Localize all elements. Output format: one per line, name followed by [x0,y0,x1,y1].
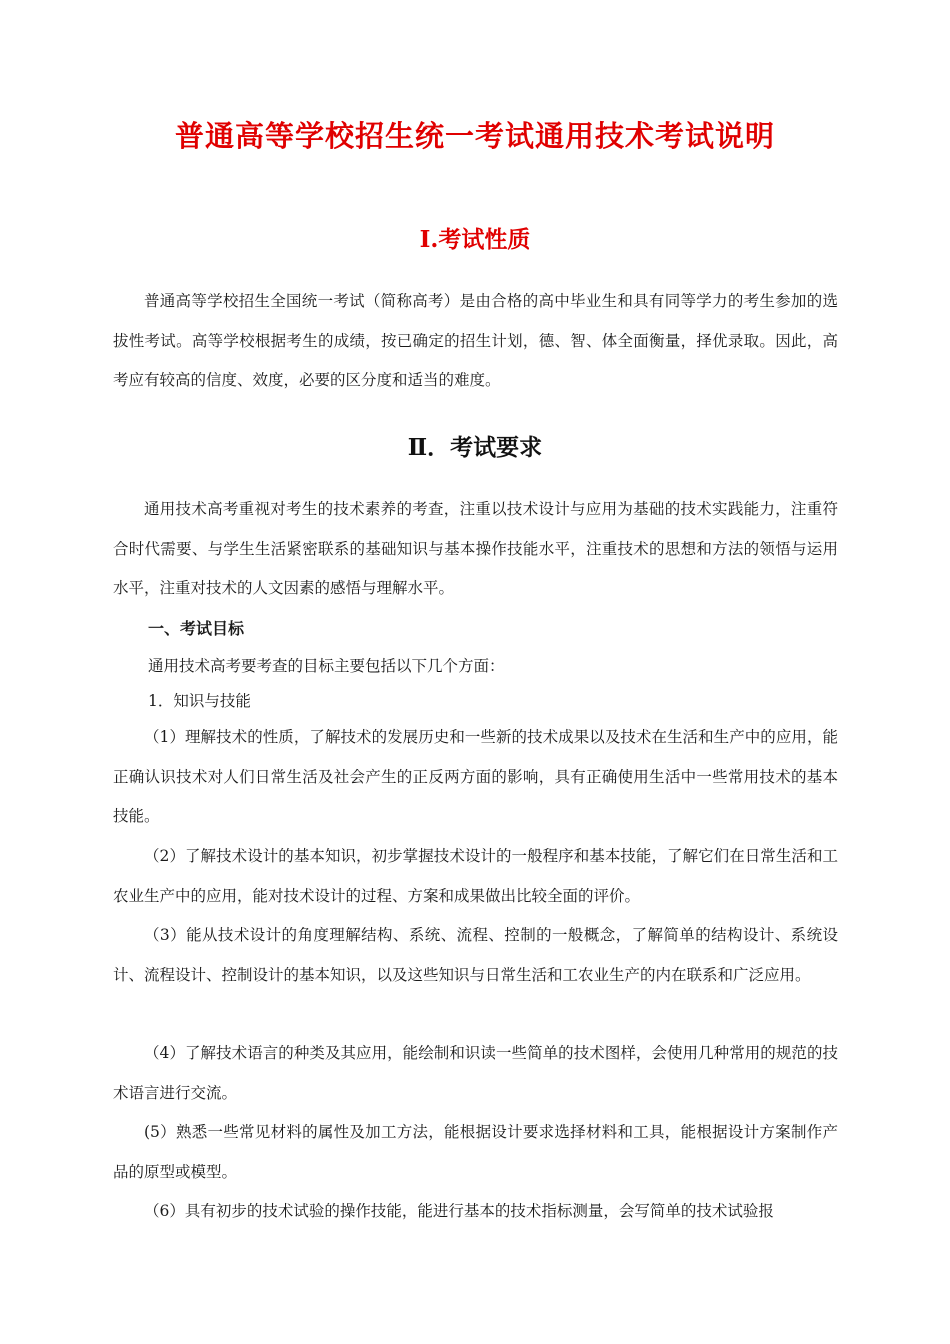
section-heading-requirements: Ⅱ．考试要求 [407,434,543,461]
section-paragraph-nature: 普通高等学校招生全国统一考试（简称高考）是由合格的高中毕业生和具有同等学力的考生参加的选拔性考试。高等学校根据考生的成绩，按已确定的招生计划，德、智、体全面衡量，择优录取。因此，高考应有较高的信度、效度，必要的区分度和适当的难度。 [113,292,838,389]
list-item: （3）能从技术设计的角度理解结构、系统、流程、控制的一般概念，了解简单的结构设计、系统设计、流程设计、控制设计的基本知识，以及这些知识与日常生活和工农业生产的内在联系和广泛应用。 [113,926,838,984]
list-item: （1）理解技术的性质，了解技术的发展历史和一些新的技术成果以及技术在生活和生产中的应用，能正确认识技术对人们日常生活及社会产生的正反两方面的影响，具有正确使用生活中一些常用技术的基本技能。 [113,728,838,825]
section-heading-nature: Ⅰ.考试性质 [419,226,531,253]
item-heading-knowledge: 1．知识与技能 [148,692,251,710]
list-item: （4）了解技术语言的种类及其应用，能绘制和识读一些简单的技术图样，会使用几种常用的规范的技术语言进行交流。 [113,1044,838,1102]
document-title: 普通高等学校招生统一考试通用技术考试说明 [174,119,775,153]
list-item: (5）熟悉一些常见材料的属性及加工方法，能根据设计要求选择材料和工具，能根据设计方案制作产品的原型或模型。 [113,1123,838,1181]
section-paragraph-requirements: 通用技术高考重视对考生的技术素养的考查，注重以技术设计与应用为基础的技术实践能力，注重符合时代需要、与学生生活紧密联系的基础知识与基本操作技能水平，注重技术的思想和方法的领悟与运用水平，注重对技术的人文因素的感悟与理解水平。 [113,500,838,597]
list-item: （2）了解技术设计的基本知识，初步掌握技术设计的一般程序和基本技能，了解它们在日常生活和工农业生产中的应用，能对技术设计的过程、方案和成果做出比较全面的评价。 [113,847,838,905]
list-item: （6）具有初步的技术试验的操作技能，能进行基本的技术指标测量，会写简单的技术试验报 [144,1202,774,1220]
subsection-heading-goals: 一、考试目标 [148,619,245,638]
goals-intro: 通用技术高考要考查的目标主要包括以下几个方面： [148,657,505,675]
